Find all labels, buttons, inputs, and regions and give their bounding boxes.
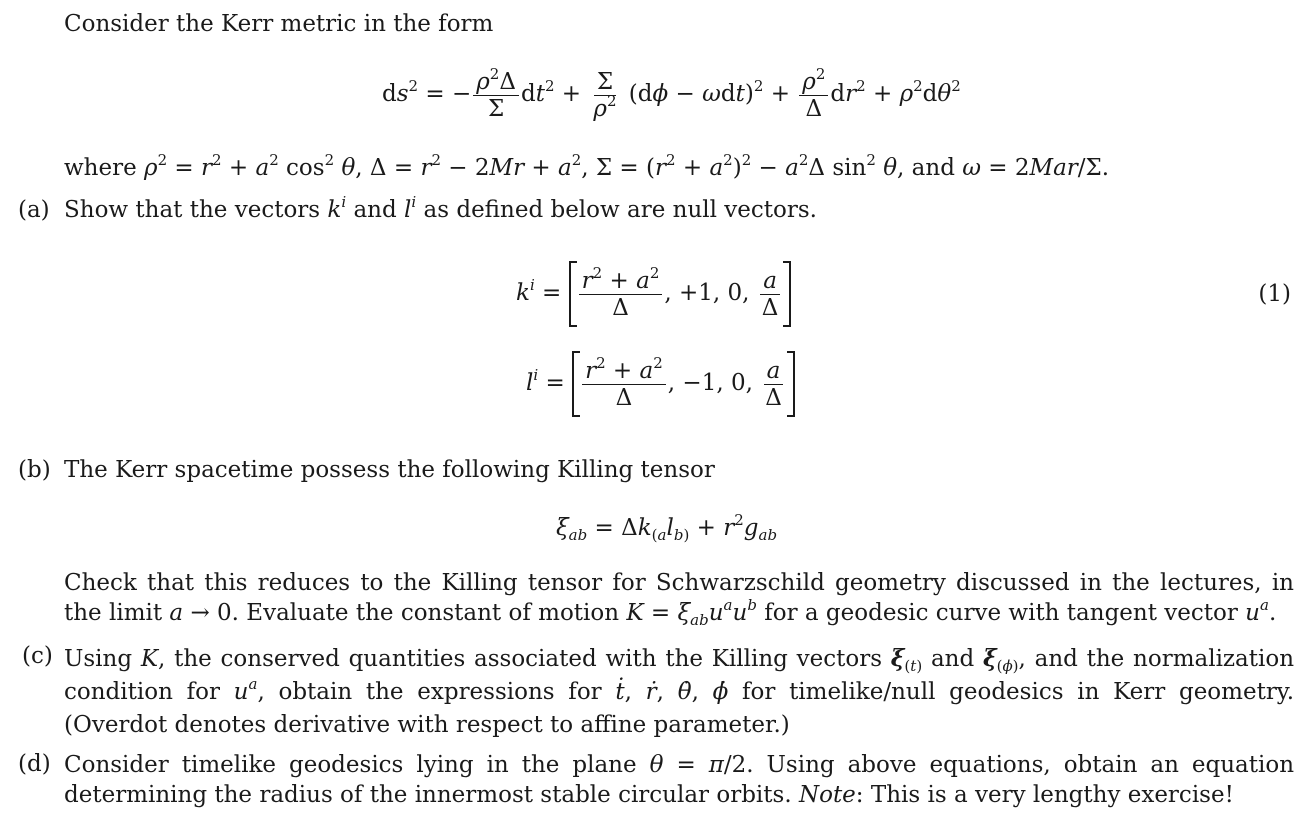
- part-a-text-2: as defined below are null vectors.: [423, 197, 817, 223]
- where-word: where: [64, 155, 137, 181]
- part-c-text-4: , obtain the expressions for: [257, 679, 602, 705]
- part-d-text-1: Consider timelike geodesics lying in the plane: [64, 752, 637, 778]
- intro-text: [64, 10, 493, 38]
- kerr-metric-equation: $ds^2$ = − $\frac{\rho^2\Delta}{\Sigma}$ $dt^2$ + $\frac{\Sigma}{\rho^2}$ $(d\phi - \omega dt)^2$ + $\frac{\rho^2}{\Delta}$ $dr^2 + \rho^2d\theta^2$: [382, 64, 961, 122]
- part-c-text-5: for timelike/null geodesics in Kerr geometry. (Overdot denotes derivative with respect to affine parameter.): [64, 679, 1295, 738]
- part-b-check-paragraph: Check that this reduces to the Killing tensor for Schwarzschild geometry discussed in the lectures, in the limit a → 0. Evaluate the constant of motion $K = \xi_{ab}u^au^b$ for a geodesic curve with tangent vector $u^a$.: [64, 570, 1294, 629]
- part-d-paragraph: Consider timelike geodesics lying in the plane θ = π/2. Using above equations, obtain an equation determining the radius of the innermost stable circular orbits. Note: This is a very lengthy exercise!: [64, 752, 1295, 808]
- part-c-text-2: , the conserved quantities associated with the Killing vectors: [158, 646, 883, 672]
- part-a-label: (a): [18, 197, 50, 223]
- part-a-text: Show that the vectors $k^i$ and $l^i$ as defined below are null vectors.: [64, 193, 817, 223]
- and-word: and: [911, 155, 955, 181]
- part-b-check-1: Check that this reduces to the Killing tensor for Schwarzschild geometry discussed in the lectures, in the limit: [64, 570, 1294, 626]
- part-d-note-text: : This is a very lengthy exercise!: [855, 782, 1234, 808]
- killing-tensor-equation: $\xi_{ab} = \Delta k_{(a}l_{b)} + r^2g_{ab}$: [556, 511, 778, 544]
- part-d-text-2: . Using above equations, obtain an equation determining the radius of the innermost stable circular orbits.: [64, 752, 1295, 808]
- part-b-text: The Kerr spacetime possess the following Killing tensor: [64, 457, 715, 483]
- part-b-label: (b): [18, 457, 51, 483]
- part-c-label: (c): [22, 643, 53, 669]
- part-c-text-3: , and the normalization condition for: [64, 646, 1295, 705]
- part-c-paragraph: Using K, the conserved quantities associated with the Killing vectors $\xi_{(t)}$ and $\xi_{(\phi)}$, and the normalization condition for $u^a$, obtain the expressions for ṫ, ṙ, θ̇, ϕ̇ for timelike/null geodesics in Kerr geometry. (Overdot denotes derivative with respect to affine parameter.): [64, 645, 1295, 738]
- equation-number: (1): [1258, 281, 1291, 307]
- part-b-check-2: . Evaluate the constant of motion: [231, 600, 620, 626]
- l-vector-equation: $l^i$ = $\frac{r^2 + a^2}{\Delta}$ , −1, 0, $\frac{a}{\Delta}$: [526, 348, 795, 418]
- part-a-text-1: Show that the vectors: [64, 197, 321, 223]
- part-d-note-label: Note: [798, 782, 856, 808]
- intro-lead: Consider the Kerr metric in the form: [64, 11, 494, 37]
- part-d-label: (d): [18, 751, 51, 777]
- part-c-and: and: [930, 646, 975, 672]
- part-c-text-1: Using: [64, 646, 133, 672]
- part-a-and: and: [353, 197, 397, 223]
- part-b-check-3: for a geodesic curve with tangent vector: [764, 600, 1238, 626]
- k-vector-equation: $k^i$ = $\frac{r^2 + a^2}{\Delta}$ , +1, 0, $\frac{a}{\Delta}$: [516, 258, 791, 328]
- definitions-line: where $\rho^2 = r^2 + a^2$ $\cos^2 \theta$, $\Delta = r^2 - 2Mr + a^2$, $\Sigma = (r^2 + a^2)^2 - a^2\Delta$ $\sin^2 \theta$, and ω = 2Mar/Σ.: [64, 151, 1110, 181]
